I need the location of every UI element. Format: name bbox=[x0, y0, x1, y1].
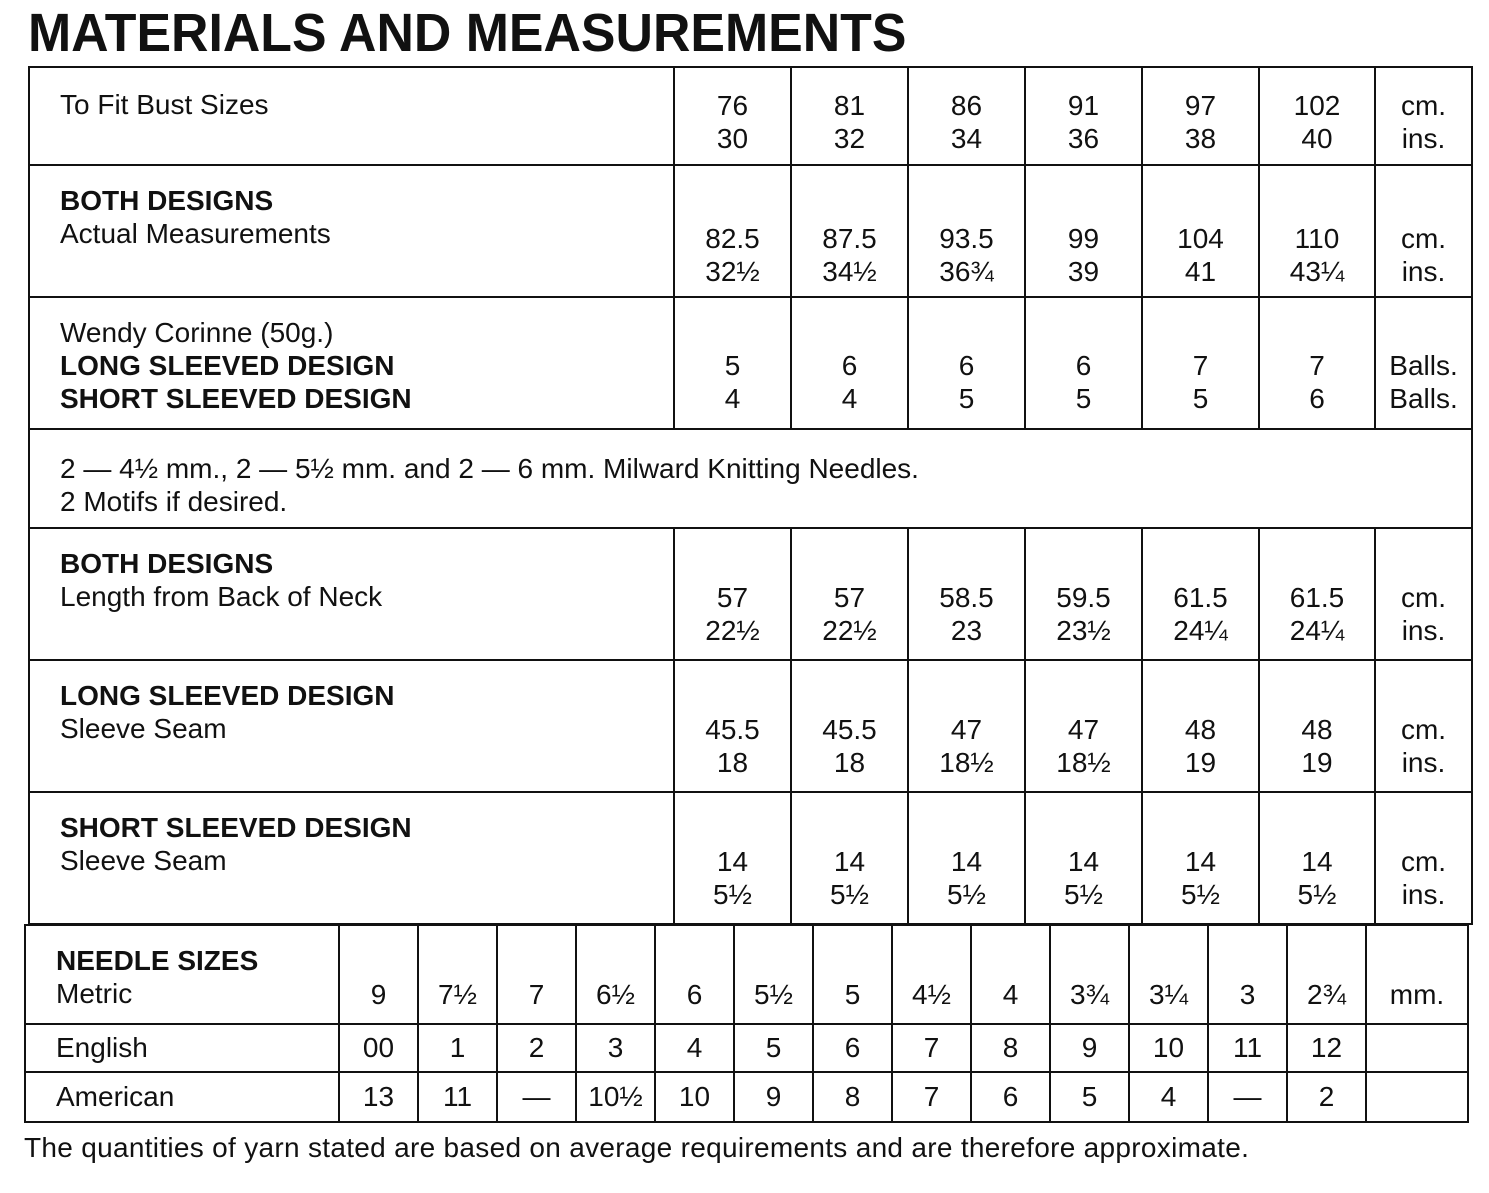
value-cm: 14 bbox=[1301, 846, 1333, 877]
unit-ins: ins. bbox=[1401, 256, 1446, 287]
english-size: 11 bbox=[1208, 1024, 1287, 1072]
length-label: Length from Back of Neck bbox=[60, 581, 383, 612]
metric-size: 3 bbox=[1208, 925, 1287, 1024]
value-ins: 5½ bbox=[713, 879, 752, 910]
value-cm: 48 bbox=[1184, 714, 1217, 745]
value-ins: 22½ bbox=[705, 615, 760, 646]
section-heading: BOTH DESIGNS bbox=[60, 548, 274, 579]
sleeve-seam-label: Sleeve Seam bbox=[60, 845, 227, 876]
value-ins: 23 bbox=[950, 615, 983, 646]
metric-size: 3¼ bbox=[1129, 925, 1208, 1024]
value-cm: 61.5 bbox=[1173, 582, 1228, 613]
value-cm: 59.5 bbox=[1056, 582, 1111, 613]
value-cm: 47 bbox=[950, 714, 983, 745]
size-cm: 91 bbox=[1067, 90, 1100, 121]
value-cm: 48 bbox=[1301, 714, 1333, 745]
value-cm: 57 bbox=[716, 582, 749, 613]
value-cm: 104 bbox=[1177, 223, 1224, 254]
balls-long: 6 bbox=[958, 350, 975, 381]
value-ins: 23½ bbox=[1056, 615, 1111, 646]
bust-sizes-label: To Fit Bust Sizes bbox=[60, 89, 269, 120]
needle-sizes-table bbox=[24, 924, 1469, 1123]
footnote: The quantities of yarn stated are based on average requirements and are therefore approximate. bbox=[24, 1132, 1250, 1163]
unit-cm: cm. bbox=[1400, 846, 1447, 877]
metric-size: 3¾ bbox=[1050, 925, 1129, 1024]
metric-size: 2¾ bbox=[1287, 925, 1366, 1024]
section-heading: SHORT SLEEVED DESIGN bbox=[60, 812, 412, 843]
balls-short: 5 bbox=[1192, 383, 1209, 414]
value-ins: 5½ bbox=[1297, 879, 1337, 910]
value-ins: 5½ bbox=[947, 879, 986, 910]
american-size: 2 bbox=[1287, 1072, 1366, 1122]
section-heading: BOTH DESIGNS bbox=[60, 185, 274, 216]
value-cm: 93.5 bbox=[939, 223, 994, 254]
american-row bbox=[25, 1072, 1468, 1122]
american-size: 5 bbox=[1050, 1072, 1129, 1122]
unit-cm: cm. bbox=[1400, 582, 1447, 613]
needle-sizes-heading: NEEDLE SIZES bbox=[56, 945, 259, 976]
american-size: 6 bbox=[971, 1072, 1050, 1122]
balls-short: 5 bbox=[958, 383, 975, 414]
length-row bbox=[29, 528, 1472, 660]
metric-row bbox=[25, 925, 1468, 1024]
english-size: 8 bbox=[971, 1024, 1050, 1072]
english-size: 4 bbox=[655, 1024, 734, 1072]
american-size: 10 bbox=[655, 1072, 734, 1122]
actual-measurements-label: Actual Measurements bbox=[60, 218, 331, 249]
metric-size: 5 bbox=[813, 925, 892, 1024]
american-size: 7 bbox=[892, 1072, 971, 1122]
american-size: — bbox=[1208, 1072, 1287, 1122]
value-cm: 14 bbox=[1067, 846, 1100, 877]
value-cm: 45.5 bbox=[822, 714, 877, 745]
american-size: 8 bbox=[813, 1072, 892, 1122]
balls-short: 4 bbox=[724, 383, 741, 414]
size-ins: 32 bbox=[833, 123, 866, 154]
value-ins: 18½ bbox=[939, 747, 994, 778]
english-size: 2 bbox=[497, 1024, 576, 1072]
size-cm: 102 bbox=[1293, 90, 1341, 121]
unit-balls: Balls. bbox=[1389, 350, 1458, 381]
value-cm: 14 bbox=[833, 846, 866, 877]
balls-short: 5 bbox=[1075, 383, 1092, 414]
value-cm: 58.5 bbox=[939, 582, 994, 613]
metric-size: 7 bbox=[497, 925, 576, 1024]
value-cm: 99 bbox=[1067, 223, 1100, 254]
section-heading: LONG SLEEVED DESIGN bbox=[60, 680, 395, 711]
metric-size: 4 bbox=[971, 925, 1050, 1024]
value-ins: 18 bbox=[716, 747, 749, 778]
size-ins: 30 bbox=[716, 123, 749, 154]
size-cm: 86 bbox=[950, 90, 983, 121]
english-size: 7 bbox=[892, 1024, 971, 1072]
value-cm: 14 bbox=[950, 846, 983, 877]
empty-cell bbox=[1366, 1024, 1468, 1072]
value-cm: 87.5 bbox=[822, 223, 877, 254]
english-size: 10 bbox=[1129, 1024, 1208, 1072]
english-size: 00 bbox=[339, 1024, 418, 1072]
bust-sizes-row bbox=[29, 67, 1472, 165]
unit-ins: ins. bbox=[1401, 879, 1446, 910]
unit-cm: cm. bbox=[1400, 223, 1447, 254]
long-sleeve-row bbox=[29, 660, 1472, 792]
american-size: 4 bbox=[1129, 1072, 1208, 1122]
american-size: — bbox=[497, 1072, 576, 1122]
value-ins: 18½ bbox=[1056, 747, 1111, 778]
english-size: 12 bbox=[1287, 1024, 1366, 1072]
english-label: English bbox=[25, 1024, 339, 1072]
long-sleeved-label: LONG SLEEVED DESIGN bbox=[60, 350, 395, 381]
value-ins: 18 bbox=[833, 747, 866, 778]
measurements-table bbox=[28, 66, 1473, 925]
needles-note-line: 2 — 4½ mm., 2 — 5½ mm. and 2 — 6 mm. Milward Knitting Needles. bbox=[60, 453, 919, 484]
needles-note-row bbox=[29, 429, 1472, 528]
sleeve-seam-label: Sleeve Seam bbox=[60, 713, 227, 744]
english-size: 1 bbox=[418, 1024, 497, 1072]
balls-long: 6 bbox=[1075, 350, 1092, 381]
balls-short: 6 bbox=[1309, 383, 1325, 414]
metric-size: 7½ bbox=[418, 925, 497, 1024]
value-ins: 19 bbox=[1184, 747, 1217, 778]
value-ins: 34½ bbox=[822, 256, 877, 287]
american-size: 9 bbox=[734, 1072, 813, 1122]
unit-ins: ins. bbox=[1401, 615, 1446, 646]
english-row bbox=[25, 1024, 1468, 1072]
value-cm: 61.5 bbox=[1289, 582, 1345, 613]
metric-size: 5½ bbox=[734, 925, 813, 1024]
unit-cm: cm. bbox=[1400, 714, 1447, 745]
value-cm: 110 bbox=[1294, 223, 1340, 254]
english-size: 6 bbox=[813, 1024, 892, 1072]
short-sleeve-row bbox=[29, 792, 1472, 924]
value-cm: 47 bbox=[1067, 714, 1100, 745]
size-ins: 34 bbox=[950, 123, 983, 154]
value-cm: 57 bbox=[833, 582, 866, 613]
metric-label: Metric bbox=[56, 978, 133, 1009]
value-ins: 5½ bbox=[830, 879, 869, 910]
unit-mm: mm. bbox=[1366, 925, 1468, 1024]
value-ins: 32½ bbox=[705, 256, 760, 287]
short-sleeved-label: SHORT SLEEVED DESIGN bbox=[60, 383, 412, 414]
metric-size: 4½ bbox=[892, 925, 971, 1024]
value-ins: 41 bbox=[1184, 256, 1217, 287]
size-ins: 38 bbox=[1184, 123, 1217, 154]
balls-long: 5 bbox=[724, 350, 741, 381]
empty-cell bbox=[1366, 1072, 1468, 1122]
english-size: 5 bbox=[734, 1024, 813, 1072]
size-cm: 76 bbox=[716, 90, 749, 121]
value-cm: 82.5 bbox=[705, 223, 760, 254]
metric-size: 6 bbox=[655, 925, 734, 1024]
page-title: MATERIALS AND MEASUREMENTS bbox=[28, 3, 907, 63]
value-ins: 36¾ bbox=[939, 256, 994, 287]
unit-ins: ins. bbox=[1401, 123, 1446, 154]
value-ins: 24¼ bbox=[1289, 615, 1345, 646]
english-size: 3 bbox=[576, 1024, 655, 1072]
size-ins: 36 bbox=[1067, 123, 1100, 154]
american-label: American bbox=[25, 1072, 339, 1122]
size-cm: 81 bbox=[833, 90, 866, 121]
value-ins: 5½ bbox=[1181, 879, 1220, 910]
unit-balls: Balls. bbox=[1389, 383, 1458, 414]
balls-long: 7 bbox=[1192, 350, 1209, 381]
balls-long: 7 bbox=[1309, 350, 1325, 381]
yarn-row bbox=[29, 297, 1472, 429]
balls-long: 6 bbox=[841, 350, 858, 381]
value-cm: 14 bbox=[1184, 846, 1217, 877]
size-ins: 40 bbox=[1301, 123, 1333, 154]
value-ins: 39 bbox=[1067, 256, 1100, 287]
actual-measurements-row bbox=[29, 165, 1472, 297]
yarn-label: Wendy Corinne (50g.) bbox=[60, 317, 334, 348]
metric-size: 9 bbox=[339, 925, 418, 1024]
balls-short: 4 bbox=[841, 383, 858, 414]
value-cm: 14 bbox=[716, 846, 749, 877]
american-size: 13 bbox=[339, 1072, 418, 1122]
motifs-note-line: 2 Motifs if desired. bbox=[60, 486, 288, 517]
value-ins: 24¼ bbox=[1173, 615, 1228, 646]
unit-ins: ins. bbox=[1401, 747, 1446, 778]
value-ins: 5½ bbox=[1064, 879, 1103, 910]
value-ins: 43¼ bbox=[1289, 256, 1345, 287]
metric-size: 6½ bbox=[576, 925, 655, 1024]
value-ins: 22½ bbox=[822, 615, 877, 646]
value-ins: 19 bbox=[1301, 747, 1333, 778]
unit-cm: cm. bbox=[1400, 90, 1447, 121]
size-cm: 97 bbox=[1184, 90, 1217, 121]
american-size: 11 bbox=[418, 1072, 497, 1122]
value-cm: 45.5 bbox=[705, 714, 760, 745]
english-size: 9 bbox=[1050, 1024, 1129, 1072]
american-size: 10½ bbox=[576, 1072, 655, 1122]
